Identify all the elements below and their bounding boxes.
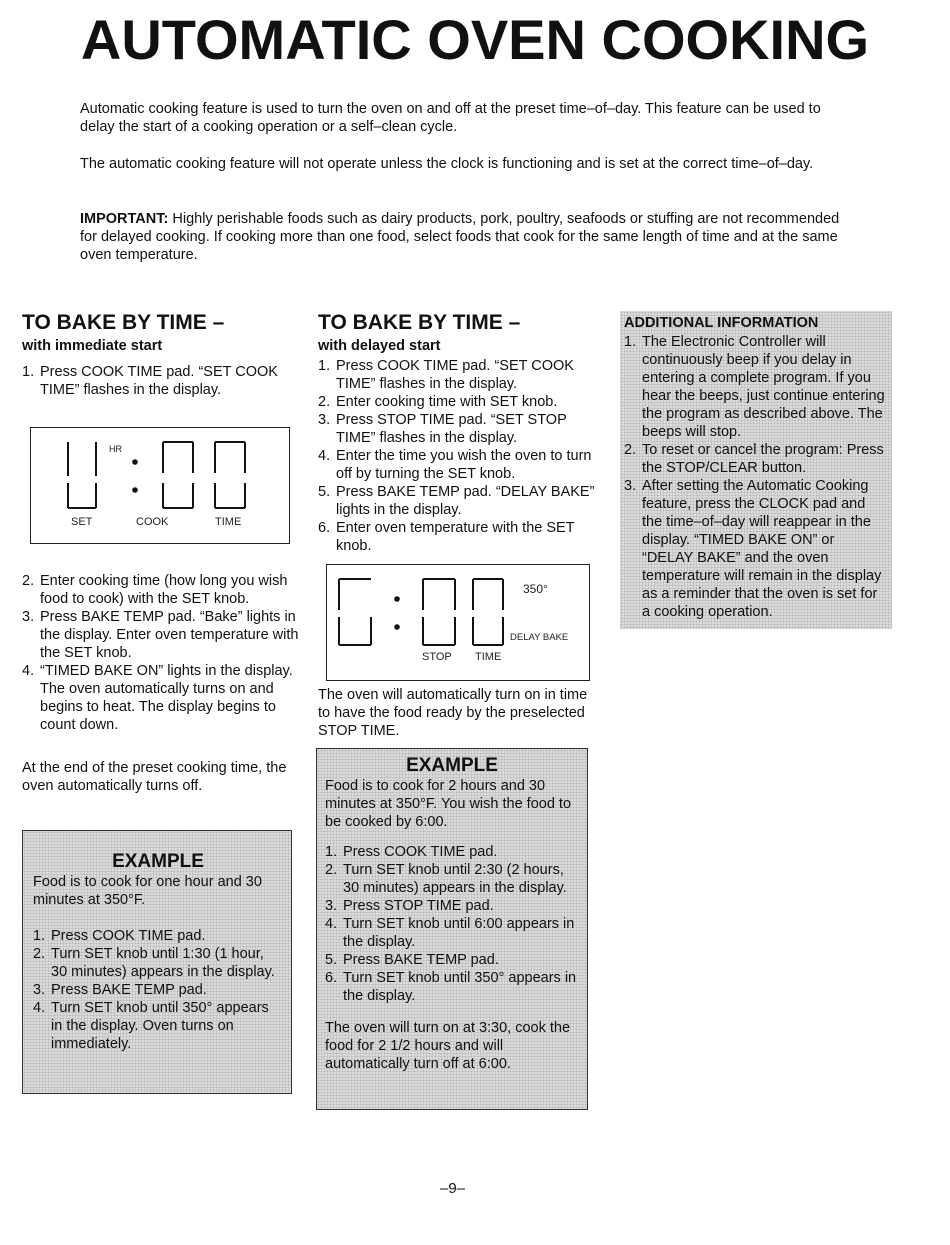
list-item: 3. Press STOP TIME pad. [325, 898, 494, 914]
list-item: 1. Press COOK TIME pad. “SET COOK TIME” flashes in the display. [22, 364, 278, 398]
list-item: 5. Press BAKE TEMP pad. “DELAY BAKE” lights in the display. [318, 484, 595, 518]
list-item: 6. Enter oven temperature with the SET knob. [318, 520, 575, 554]
example-title: EXAMPLE [406, 755, 498, 776]
time-label: TIME [215, 516, 242, 528]
list-item: 2. Enter cooking time (how long you wish food to cook) with the SET knob. [22, 573, 288, 607]
list-item: 2. Enter cooking time with SET knob. [318, 394, 558, 410]
intro-paragraph-1: Automatic cooking feature is used to turn the oven on and off at the preset time–of–day. This feature can be used to delay the start of a cooking operation or a self–clean cycle. [80, 101, 821, 135]
example-intro: Food is to cook for 2 hours and 30 minutes at 350°F. You wish the food to be cooked by 6:00. [325, 778, 572, 830]
list-item: 3. Press BAKE TEMP pad. [33, 982, 207, 998]
temperature-readout: 350° [523, 582, 548, 596]
col2-subheading: with delayed start [318, 338, 441, 354]
page-number: –9– [440, 1180, 466, 1197]
seven-segment-digits [327, 565, 589, 680]
list-item: 6. Turn SET knob until 350° appears in the display. [325, 970, 577, 1004]
col1-step1-list [22, 363, 302, 399]
delay-bake-label: DELAY BAKE [510, 632, 569, 643]
example-steps [325, 843, 579, 1005]
list-item: 4. Turn SET knob until 6:00 appears in the display. [325, 916, 575, 950]
list-item: 4. Turn SET knob until 350° appears in the display. Oven turns on immediately. [33, 1000, 269, 1052]
example-box-immediate [22, 830, 292, 1094]
example-title: EXAMPLE [112, 851, 204, 872]
col1-steps [22, 572, 300, 734]
important-note [80, 210, 850, 264]
stop-label: STOP [422, 651, 452, 663]
list-item: 1. Press COOK TIME pad. “SET COOK TIME” flashes in the display. [318, 358, 574, 392]
example-steps [33, 927, 283, 1053]
col2-heading: TO BAKE BY TIME – [318, 311, 521, 334]
cook-time-display [30, 427, 290, 544]
list-item: 2. Turn SET knob until 1:30 (1 hour, 30 minutes) appears in the display. [33, 946, 275, 980]
example-box-delayed [316, 748, 588, 1110]
additional-info-title: ADDITIONAL INFORMATION [624, 315, 819, 331]
list-item: 3. Press BAKE TEMP pad. “Bake” lights in the display. Enter oven temperature with the SET knob. [22, 609, 299, 661]
list-item: 1. The Electronic Controller will continuously beep if you delay in entering a complete program. If you hear the beeps, just continue entering the program as described above. The beeps will stop. [624, 334, 885, 440]
col1-end-text: At the end of the preset cooking time, the oven automatically turns off. [22, 760, 287, 794]
page-title: AUTOMATIC OVEN COOKING [80, 8, 870, 71]
example-outro: The oven will turn on at 3:30, cook the food for 2 1/2 hours and will automatically turn off at 6:00. [325, 1020, 571, 1072]
list-item: 2. To reset or cancel the program: Press the STOP/CLEAR button. [624, 442, 884, 476]
col2-steps [318, 357, 600, 555]
list-item: 2. Turn SET knob until 2:30 (2 hours, 30 minutes) appears in the display. [325, 862, 567, 896]
list-item: 1. Press COOK TIME pad. [325, 844, 498, 860]
list-item: 4. “TIMED BAKE ON” lights in the display. The oven automatically turns on and begins to heat. The display begins to count down. [22, 663, 293, 733]
list-item: 5. Press BAKE TEMP pad. [325, 952, 499, 968]
intro-paragraph-2: The automatic cooking feature will not operate unless the clock is functioning and is set at the correct time–of–day. [80, 156, 814, 172]
important-label: IMPORTANT: [80, 211, 169, 227]
example-intro: Food is to cook for one hour and 30 minutes at 350°F. [33, 874, 262, 908]
list-item: 1. Press COOK TIME pad. [33, 928, 206, 944]
list-item: 4. Enter the time you wish the oven to turn off by turning the SET knob. [318, 448, 592, 482]
col2-after-text: The oven will automatically turn on in time to have the food ready by the preselected STOP TIME. [318, 687, 588, 739]
time-label: TIME [475, 651, 502, 663]
additional-info-list [624, 333, 886, 621]
col1-heading: TO BAKE BY TIME – [22, 311, 225, 334]
col1-subheading: with immediate start [22, 338, 163, 354]
hr-label: HR [109, 444, 122, 454]
set-label: SET [71, 516, 93, 528]
cook-label: COOK [136, 516, 169, 528]
additional-info-box [620, 311, 892, 629]
important-text: Highly perishable foods such as dairy products, pork, poultry, seafoods or stuffing are not recommended for delayed cooking. If cooking more than one food, select foods that cook for the same length of time and at the same oven temperature. [80, 211, 840, 263]
list-item: 3. After setting the Automatic Cooking feature, press the CLOCK pad and the time–of–day will reappear in the display. “TIMED BAKE ON” or “DELAY BAKE” and the oven temperature will remain in the display as a reminder that the oven is set for a cooking operation. [624, 478, 882, 620]
list-item: 3. Press STOP TIME pad. “SET STOP TIME” flashes in the display. [318, 412, 567, 446]
delay-bake-display [326, 564, 590, 681]
